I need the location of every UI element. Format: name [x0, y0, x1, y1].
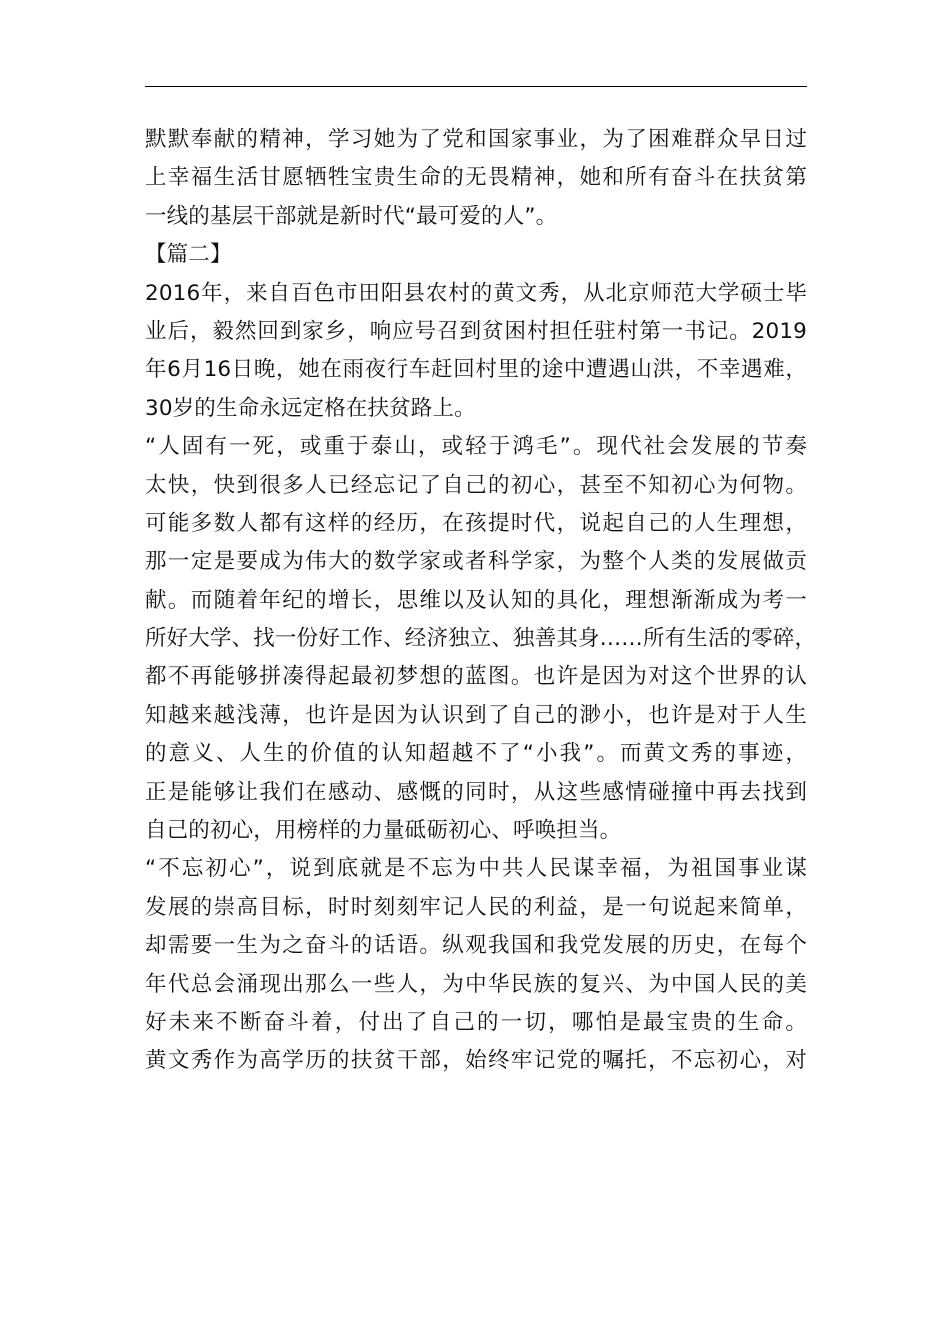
- text-line: 那一定是要成为伟大的数学家或者科学家，为整个人类的发展做贡: [145, 549, 807, 575]
- text-line: 献。而随着年纪的增长，思维以及认知的具化，理想渐渐成为考一: [145, 587, 807, 613]
- text-line: “不忘初心”，说到底就是不忘为中共人民谋幸福，为祖国事业谋: [145, 856, 807, 882]
- text-line: 正是能够让我们在感动、感慨的同时，从这些感情碰撞中再去找到: [145, 779, 807, 805]
- text-line: 可能多数人都有这样的经历，在孩提时代，说起自己的人生理想，: [145, 510, 807, 536]
- text-line: 都不再能够拼凑得起最初梦想的蓝图。也许是因为对这个世界的认: [145, 664, 807, 690]
- text-line: 的意义、人生的价值的认知超越不了“小我”。而黄文秀的事迹，: [145, 741, 807, 767]
- text-line: 默默奉献的精神，学习她为了党和国家事业，为了困难群众早日过: [145, 127, 807, 152]
- text-line: 自己的初心，用榜样的力量砥砺初心、呼唤担当。: [145, 818, 622, 844]
- text-line: 发展的崇高目标，时时刻刻牢记人民的利益，是一句说起来简单，: [145, 894, 807, 920]
- text-line: 2016年，来自百色市田阳县农村的黄文秀，从北京师范大学硕士毕: [145, 280, 807, 306]
- text-line: 一线的基层干部就是新时代“最可爱的人”。: [145, 203, 558, 229]
- header-rule: [145, 86, 807, 87]
- text-line: 业后，毅然回到家乡，响应号召到贫困村担任驻村第一书记。2019: [145, 318, 807, 344]
- text-line: 年代总会涌现出那么一些人，为中华民族的复兴、为中国人民的美: [145, 971, 807, 997]
- text-line: 年6月16日晚，她在雨夜行车赶回村里的途中遭遇山洪，不幸遇难，: [145, 357, 807, 383]
- text-line: 好未来不断奋斗着，付出了自己的一切，哪怕是最宝贵的生命。: [145, 1009, 807, 1035]
- text-line: 却需要一生为之奋斗的话语。纵观我国和我党发展的历史，在每个: [145, 933, 807, 959]
- text-line: 上幸福生活甘愿牺牲宝贵生命的无畏精神，她和所有奋斗在扶贫第: [145, 165, 807, 191]
- text-line: 所好大学、找一份好工作、经济独立、独善其身……所有生活的零碎，: [145, 626, 817, 652]
- text-line: 黄文秀作为高学历的扶贫干部，始终牢记党的嘱托，不忘初心，对: [145, 1048, 807, 1074]
- body-text: [145, 121, 817, 1081]
- text-line: 知越来越浅薄，也许是因为认识到了自己的渺小，也许是对于人生: [145, 702, 807, 728]
- text-line: “人固有一死，或重于泰山，或轻于鸿毛”。现代社会发展的节奏: [145, 434, 807, 460]
- text-line: 30岁的生命永远定格在扶贫路上。: [145, 395, 476, 421]
- text-line: 太快，快到很多人已经忘记了自己的初心，甚至不知初心为何物。: [145, 472, 807, 498]
- section-heading: 【篇二】: [145, 242, 232, 268]
